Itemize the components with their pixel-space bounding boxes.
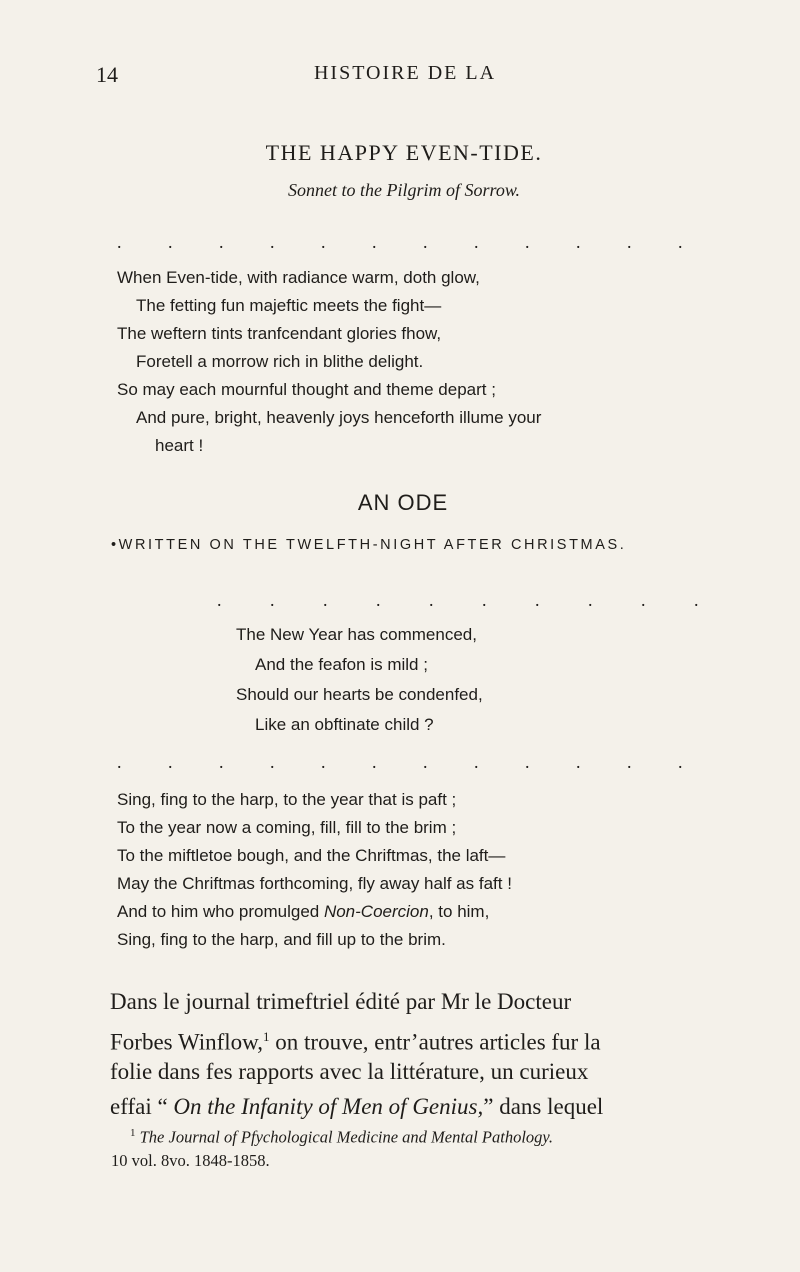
ellipsis-row: . . . . . . . . . . . . xyxy=(117,232,704,252)
footnote-ref: 1 xyxy=(263,1029,270,1044)
ode-line: The New Year has commenced, xyxy=(236,625,477,644)
ode-line-italic: Non-Coercion xyxy=(323,902,429,921)
footnote-line xyxy=(130,1127,553,1148)
ode-line: Sing, fing to the harp, and fill up to the brim. xyxy=(117,930,446,949)
ode-subtitle: •WRITTEN ON THE TWELFTH-NIGHT AFTER CHRISTMAS. xyxy=(111,537,627,553)
sonnet-line: So may each mournful thought and theme depart ; xyxy=(117,380,496,399)
prose-line: folie dans fes rapports avec la littérature, un curieux xyxy=(110,1059,589,1084)
ode-line: And the feafon is mild ; xyxy=(255,655,428,674)
ode-line: To the year now a coming, fill, fill to the brim ; xyxy=(117,818,457,837)
ode-line: Should our hearts be condenfed, xyxy=(236,685,483,704)
prose-line xyxy=(110,1089,770,1124)
prose-end: ” dans lequel xyxy=(483,1094,604,1119)
sonnet-line: The fetting fun majeftic meets the fight— xyxy=(136,296,442,315)
footnote-marker: 1 xyxy=(130,1127,136,1139)
sonnet-line: The weftern tints tranfcendant glories fhow, xyxy=(117,324,442,343)
sonnet-title: THE HAPPY EVEN-TIDE. xyxy=(265,140,543,165)
ellipsis-row: . . . . . . . . . . . . xyxy=(117,752,704,772)
ode-title: AN ODE xyxy=(357,490,449,515)
ode-line-start: And to him who promulged xyxy=(117,902,324,921)
ellipsis-row: . . . . . . . . . . xyxy=(217,590,721,610)
footnote-line: 10 vol. 8vo. 1848-1858. xyxy=(111,1151,270,1170)
ode-line: To the miftletoe bough, and the Chriftmas, the laft— xyxy=(117,846,506,865)
running-head: HISTOIRE DE LA xyxy=(313,62,497,84)
prose-name: Forbes Winflow, xyxy=(110,1029,264,1055)
ode-line: Sing, fing to the harp, to the year that is paft ; xyxy=(117,790,457,809)
prose-line: Dans le journal trimeftriel édité par Mr le Docteur xyxy=(110,989,572,1014)
ode-line: Like an obftinate child ? xyxy=(255,715,434,734)
ode-line xyxy=(117,902,489,922)
page-number: 14 xyxy=(96,62,118,87)
prose-rest: on trouve, entr’autres articles fur la xyxy=(269,1029,601,1055)
sonnet-line: When Even-tide, with radiance warm, doth glow, xyxy=(117,268,480,287)
sonnet-subtitle: Sonnet to the Pilgrim of Sorrow. xyxy=(288,180,520,200)
prose-start: effai “ xyxy=(110,1094,174,1119)
ode-line: May the Chriftmas forthcoming, fly away half as faft ! xyxy=(117,874,512,893)
ode-line-end: , to him, xyxy=(428,902,490,921)
sonnet-line: And pure, bright, heavenly joys henceforth illume your xyxy=(136,408,542,427)
footnote-title: The Journal of Pfychological Medicine and Mental Pathology. xyxy=(139,1127,553,1147)
sonnet-line: heart ! xyxy=(155,436,204,455)
sonnet-line: Foretell a morrow rich in blithe delight. xyxy=(136,352,424,371)
prose-italic: On the Infanity of Men of Genius, xyxy=(173,1094,484,1119)
